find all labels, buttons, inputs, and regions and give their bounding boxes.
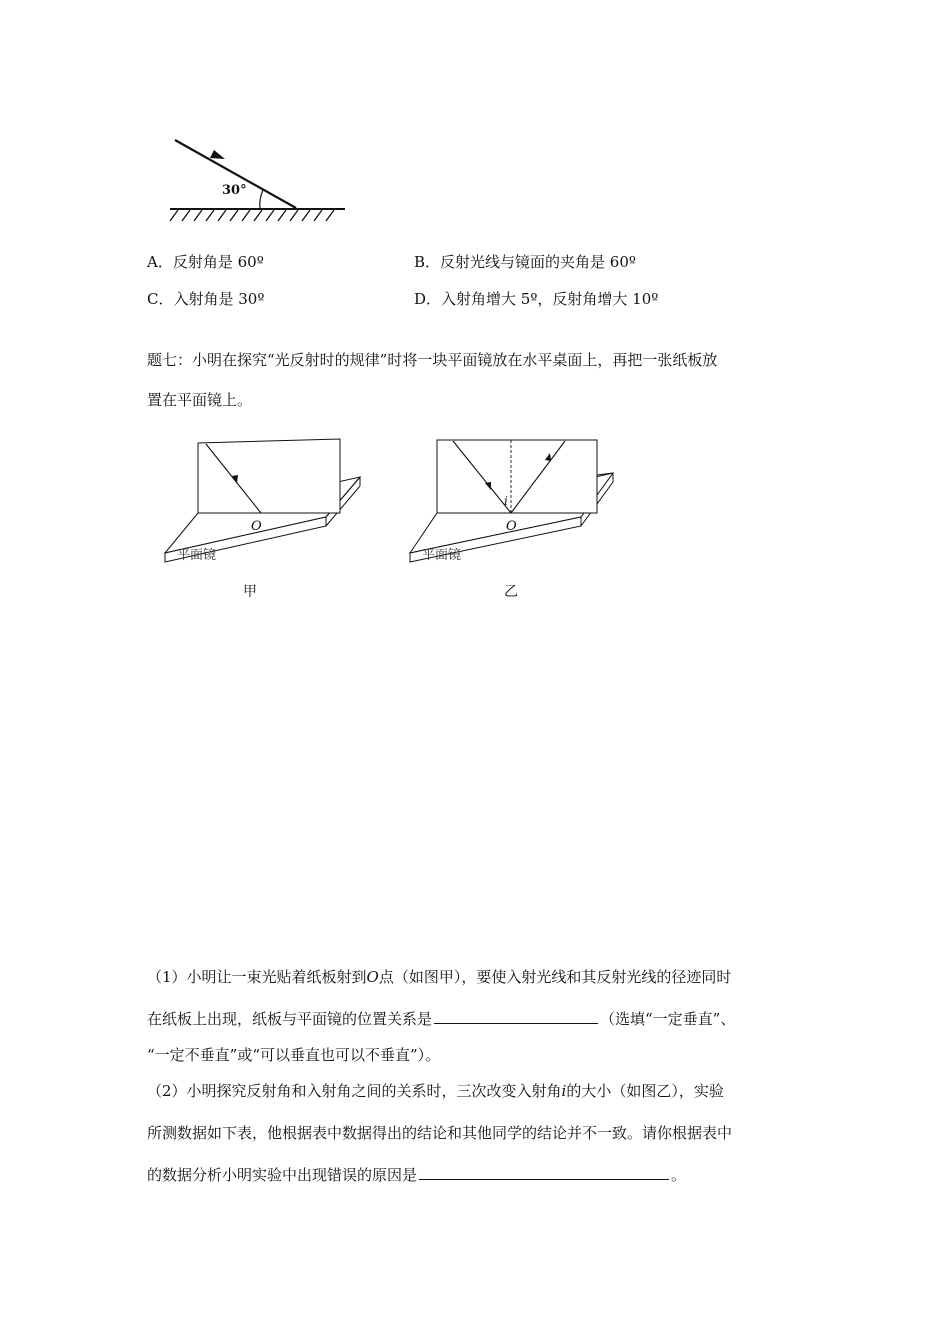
part2-line3 <box>147 1165 686 1185</box>
option-d: D．入射角增大 5º，反射角增大 10º <box>414 290 659 308</box>
incident-angle-label: i <box>504 494 508 508</box>
reflection-angle-figure <box>150 125 360 235</box>
option-a: A．反射角是 60º <box>147 253 264 271</box>
part2-line1-start: （2）小明探究反射角和入射角之间的关系时，三次改变入射角 <box>147 1082 562 1100</box>
point-o-label: O <box>506 519 517 534</box>
question7-line1: 题七：小明在探究“光反射时的规律”时将一块平面镜放在水平桌面上，再把一张纸板放 <box>147 351 718 369</box>
part1-line2-end: （选填“一定垂直”、 <box>600 1010 736 1028</box>
part2-line3-end: 。 <box>671 1166 687 1184</box>
part2-line1-end: 的大小（如图乙），实验 <box>566 1082 724 1100</box>
part1-line1-end: 点（如图甲），要使入射光线和其反射光线的径迹同时 <box>378 968 732 986</box>
mirror-label: 平面镜 <box>422 548 462 563</box>
answer-blank-2[interactable] <box>419 1165 669 1180</box>
option-c: C．入射角是 30º <box>147 290 265 308</box>
angle-label: 30° <box>222 183 247 198</box>
part1-line3: “一定不垂直”或“可以垂直也可以不垂直”）。 <box>147 1046 441 1064</box>
part1-line2 <box>147 1009 735 1029</box>
question7-line2: 置在平面镜上。 <box>147 391 253 409</box>
part1-line1-start: （1）小明让一束光贴着纸板射到 <box>147 968 367 986</box>
part1-line2-start: 在纸板上出现，纸板与平面镜的位置关系是 <box>147 1010 433 1028</box>
point-o-label: O <box>251 519 262 534</box>
caption-jia: 甲 <box>243 584 257 600</box>
part2-line3-start: 的数据分析小明实验中出现错误的原因是 <box>147 1166 418 1184</box>
experiment-figure-right <box>405 435 620 570</box>
caption-yi: 乙 <box>504 584 518 600</box>
experiment-figure-left <box>160 435 370 570</box>
part2-line1 <box>147 1081 724 1101</box>
answer-blank-1[interactable] <box>434 1009 598 1024</box>
part2-line2: 所测数据如下表，他根据表中数据得出的结论和其他同学的结论并不一致。请你根据表中 <box>147 1124 733 1142</box>
point-o-text: O <box>366 968 379 986</box>
option-b: B．反射光线与镜面的夹角是 60º <box>414 253 636 271</box>
mirror-label: 平面镜 <box>177 548 217 563</box>
angle-i-text: i <box>561 1082 567 1100</box>
part1-line1 <box>147 967 731 987</box>
paper-board <box>198 439 340 513</box>
